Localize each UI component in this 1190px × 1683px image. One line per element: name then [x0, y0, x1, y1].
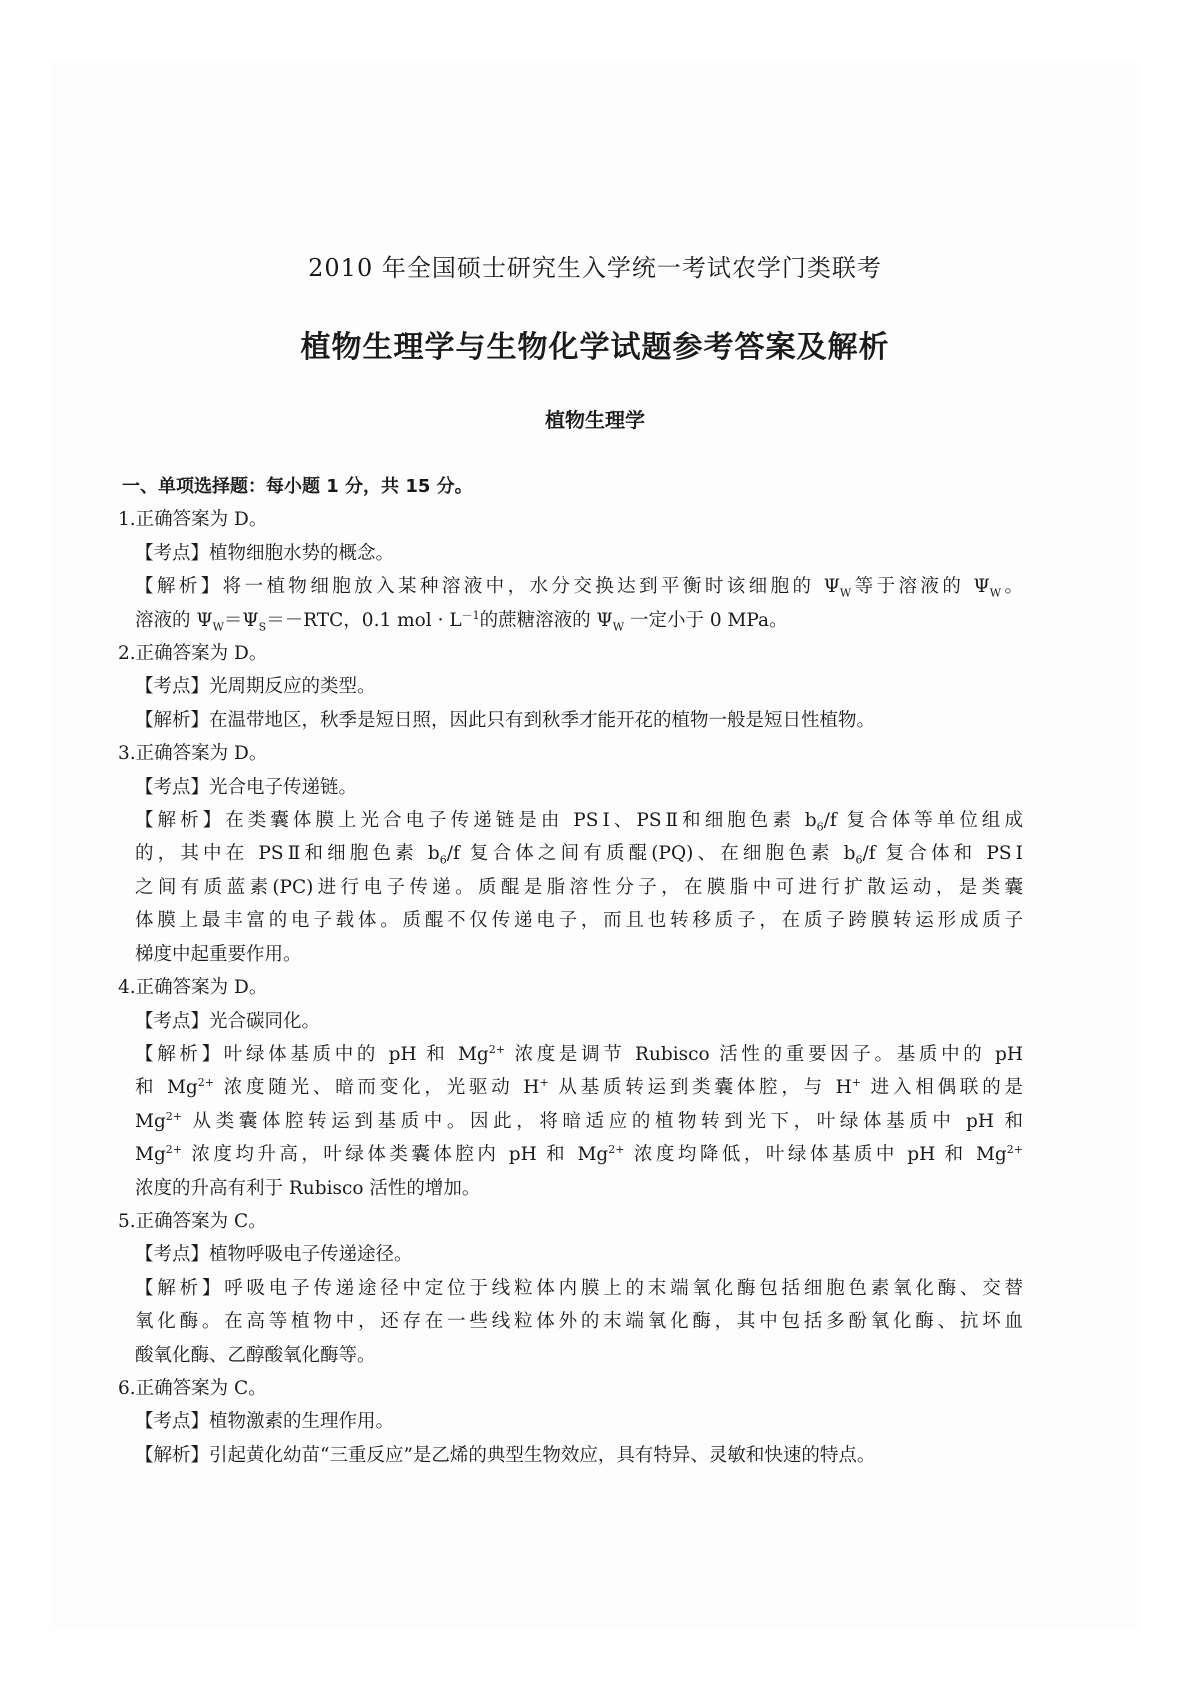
kaodian-line — [118, 1238, 1023, 1271]
analysis-text: 将一植物细胞放入某种溶液中，水分交换达到平衡时该细胞的 Ψ — [222, 576, 840, 598]
analysis-text: 和 Mg — [135, 1077, 198, 1099]
kaodian-label: 【考点】 — [135, 1244, 210, 1266]
superscript: 2+ — [165, 1109, 183, 1123]
kaodian-text: 植物细胞水势的概念。 — [209, 542, 395, 564]
question-block — [118, 503, 1023, 637]
jiexi-label: 【解析】 — [135, 1043, 224, 1065]
analysis-line — [118, 1071, 1023, 1104]
subscript: 6 — [439, 854, 447, 868]
superscript: 2+ — [608, 1142, 625, 1156]
subscript: W — [212, 620, 224, 634]
analysis-text: 浓度随光、暗而变化，光驱动 H — [214, 1077, 540, 1099]
jiexi-label: 【解析】 — [135, 576, 223, 598]
superscript: + — [851, 1076, 861, 1090]
analysis-text: 进入相偶联的是 — [861, 1077, 1023, 1099]
kaodian-text: 植物激素的生理作用。 — [209, 1411, 395, 1433]
question-block — [118, 1205, 1023, 1372]
analysis-text: 之间有质蓝素(PC)进行电子传递。质醌是脂溶性分子，在膜脂中可进行扩散运动，是类囊 — [135, 876, 1023, 898]
kaodian-text: 光周期反应的类型。 — [209, 676, 376, 698]
analysis-text: 一定小于 0 MPa。 — [624, 609, 788, 631]
analysis-text: 体膜上最丰富的电子载体。质醌不仅传递电子，而且也转移质子，在质子跨膜转运形成质子 — [135, 910, 1023, 932]
subscript: 6 — [816, 820, 824, 834]
kaodian-line — [118, 771, 1023, 804]
analysis-line — [118, 1339, 1023, 1372]
analysis-text: 浓度均升高，叶绿体类囊体腔内 pH 和 Mg — [182, 1144, 609, 1166]
analysis-line — [118, 1038, 1023, 1071]
analysis-text: 在温带地区，秋季是短日照，因此只有到秋季才能开花的植物一般是短日性植物。 — [209, 709, 876, 731]
analysis-line — [118, 1439, 1023, 1472]
answer-line: 2.正确答案为 D。 — [118, 643, 268, 665]
answer-line: 6.正确答案为 C。 — [118, 1377, 267, 1399]
analysis-text: Mg — [135, 1144, 166, 1166]
kaodian-label: 【考点】 — [135, 776, 210, 798]
answer-body — [118, 470, 1023, 1472]
question-block — [118, 1372, 1023, 1472]
analysis-line — [118, 1172, 1023, 1205]
analysis-text: 的蔗糖溶液的 Ψ — [479, 609, 613, 631]
analysis-text: 等于溶液的 Ψ — [851, 576, 990, 598]
analysis-text: 溶液的 Ψ — [135, 609, 213, 631]
analysis-text: 的，其中在 PSⅡ和细胞色素 b — [135, 843, 440, 865]
subscript: W — [612, 620, 625, 634]
kaodian-text: 植物呼吸电子传递途径。 — [209, 1244, 413, 1266]
analysis-text: 叶绿体基质中的 pH 和 Mg — [223, 1043, 489, 1065]
analysis-text: /f 复合体之间有质醌(PQ)、在细胞色素 b — [446, 843, 856, 865]
superscript: + — [539, 1076, 549, 1090]
jiexi-label: 【解析】 — [135, 810, 226, 832]
answer-line: 4.正确答案为 D。 — [118, 977, 268, 999]
analysis-line — [118, 804, 1023, 837]
answer-line: 3.正确答案为 D。 — [118, 743, 268, 765]
exam-title: 2010 年全国硕士研究生入学统一考试农学门类联考 — [308, 254, 882, 282]
kaodian-line — [118, 1405, 1023, 1438]
analysis-text: /f 复合体和 PSⅠ — [862, 843, 1023, 865]
analysis-line — [118, 570, 1023, 603]
answer-line: 1.正确答案为 D。 — [118, 509, 268, 531]
analysis-line — [118, 604, 1023, 637]
section-title: 一、单项选择题：每小题 1 分，共 15 分。 — [122, 476, 473, 497]
jiexi-label: 【解析】 — [135, 1277, 225, 1299]
analysis-text: 引起黄化幼苗“三重反应”是乙烯的典型生物效应，具有特异、灵敏和快速的特点。 — [209, 1444, 876, 1466]
analysis-line — [118, 837, 1023, 870]
analysis-line — [118, 871, 1023, 904]
question-block — [118, 737, 1023, 971]
kaodian-label: 【考点】 — [135, 1411, 210, 1433]
superscript: 2+ — [197, 1076, 214, 1090]
document-title: 植物生理学与生物化学试题参考答案及解析 — [300, 330, 890, 365]
analysis-line — [118, 704, 1023, 737]
analysis-text: Mg — [135, 1110, 166, 1132]
analysis-line — [118, 1305, 1023, 1338]
analysis-text: 呼吸电子传递途径中定位于线粒体内膜上的末端氧化酶包括细胞色素氧化酶、交替 — [224, 1277, 1023, 1299]
analysis-text: 从类囊体腔转运到基质中。因此，将暗适应的植物转到光下，叶绿体基质中 pH 和 — [182, 1110, 1023, 1132]
analysis-line — [118, 1105, 1023, 1138]
subscript: W — [839, 586, 852, 600]
analysis-text: 浓度的升高有利于 Rubisco 活性的增加。 — [135, 1177, 481, 1199]
question-block — [118, 637, 1023, 737]
analysis-text: 。 — [1001, 576, 1023, 598]
kaodian-label: 【考点】 — [135, 1010, 210, 1032]
question-block — [118, 971, 1023, 1205]
subject-heading: 植物生理学 — [545, 408, 645, 432]
kaodian-line — [118, 670, 1023, 703]
superscript: 2+ — [165, 1142, 183, 1156]
analysis-text: ＝－RTC，0.1 mol · L — [266, 609, 462, 631]
subscript: W — [989, 586, 1002, 600]
kaodian-line — [118, 1005, 1023, 1038]
superscript: 2+ — [1006, 1142, 1023, 1156]
jiexi-label: 【解析】 — [135, 1444, 210, 1466]
kaodian-label: 【考点】 — [135, 542, 210, 564]
kaodian-text: 光合碳同化。 — [209, 1010, 321, 1032]
analysis-text: 浓度均降低，叶绿体基质中 pH 和 Mg — [624, 1144, 1007, 1166]
analysis-text: 酸氧化酶、乙醇酸氧化酶等。 — [135, 1344, 376, 1366]
subscript: S — [258, 620, 267, 634]
analysis-line — [118, 904, 1023, 937]
analysis-text: 在类囊体膜上光合电子传递链是由 PSⅠ、PSⅡ和细胞色素 b — [225, 810, 817, 832]
kaodian-label: 【考点】 — [135, 676, 210, 698]
analysis-text: /f 复合体等单位组成 — [823, 810, 1023, 832]
answer-line: 5.正确答案为 C。 — [118, 1210, 267, 1232]
kaodian-text: 光合电子传递链。 — [209, 776, 358, 798]
superscript: 2+ — [488, 1042, 505, 1056]
analysis-line — [118, 938, 1023, 971]
analysis-text: 氧化酶。在高等植物中，还存在一些线粒体外的末端氧化酶，其中包括多酚氧化酶、抗坏血 — [135, 1311, 1023, 1333]
subscript: 6 — [855, 854, 863, 868]
kaodian-line — [118, 537, 1023, 570]
analysis-text: ＝Ψ — [223, 609, 259, 631]
jiexi-label: 【解析】 — [135, 709, 210, 731]
superscript: －1 — [461, 608, 480, 622]
analysis-line — [118, 1138, 1023, 1171]
analysis-text: 梯度中起重要作用。 — [135, 943, 302, 965]
analysis-line — [118, 1272, 1023, 1305]
analysis-text: 浓度是调节 Rubisco 活性的重要因子。基质中的 pH — [504, 1043, 1023, 1065]
analysis-text: 从基质转运到类囊体腔，与 H — [548, 1077, 852, 1099]
